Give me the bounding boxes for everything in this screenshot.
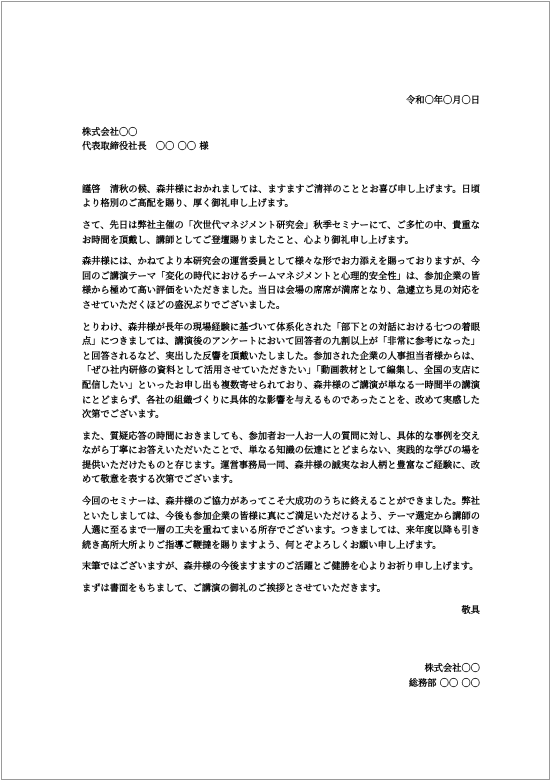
paragraph: 今回のセミナーは、森井様のご協力があってこそ大成功のうちに終えることができました。弊社といたしましては、今後も参加企業の皆様に真にご満足いただけるよう、テーマ選定から講師の人選に至るまで一層の工夫を重ねてまいる所存でございます。つきましては、来年度以降も引き続き高所大所よりご指導ご鞭撻を賜りますよう、何とぞよろしくお願い申し上げます。 <box>82 496 480 551</box>
recipient-company: 株式会社〇〇 <box>82 126 138 138</box>
closing-word: 敬具 <box>461 604 480 616</box>
paragraph: 末筆ではございますが、森井様の今後ますますのご活躍とご健勝を心よりお祈り申し上げます。 <box>82 561 479 573</box>
sender-department: 総務部 〇〇 〇〇 <box>408 677 480 689</box>
paragraph: 森井様には、かねてより本研究会の運営委員として様々な形でお力添えを賜っておりますが、今回のご講演テーマ「変化の時代におけるチームマネジメントと心理的安全性」は、参加企業の皆様から極めて高い評価をいただきました。当日は会場の席席が満席となり、急遽立ち見の対応をさせていただくほどの盛況ぶりでございました。 <box>82 256 480 311</box>
sender-company: 株式会社〇〇 <box>424 663 480 675</box>
paragraph: まずは書面をもちまして、ご講演の御礼のご挨拶とさせていただきます。 <box>82 583 386 595</box>
paragraph: とりわけ、森井様が長年の現場経験に基づいて体系化された「部下との対話における七つの着眼点」につきましては、講演後のアンケートにおいて回答者の九割以上が「非常に参考になった」と回答されるなど、実出した反響を頂戴いたしました。参加された企業の人事担当者様からは、「ぜひ社内研修の資料として活用させていただきたい」「動画教材として編集し、全国の支店に配信したい」といったお申し出も複数寄せられており、森井様のご講演が単なる一時間半の講演にとどまらず、各社の組織づくりに具体的な影響を与えるものであったことを、改めて実感した次第でございます。 <box>82 321 480 421</box>
recipient-person: 代表取締役社長 〇〇 〇〇 様 <box>82 141 209 153</box>
paragraph: さて、先日は弊社主催の「次世代マネジメント研究会」秋季セミナーにて、ご多忙の中、貴重なお時間を頂戴し、講師としてご登壇賜りましたこと、心より御礼申し上げます。 <box>82 219 480 246</box>
paragraph-text: 清秋の候、森井様におかれましては、ますますご清祥のこととお喜び申し上げます。日頃より格別のご高配を賜り、厚く御礼申し上げます。 <box>82 183 480 210</box>
sender-block <box>82 662 480 691</box>
paragraph-opening <box>82 183 480 212</box>
letter-text <box>82 183 480 597</box>
paragraph: また、質疑応答の時間におきましても、参加者お一人お一人の質問に対し、具体的な事例を交えながら丁寧にお答えいただいたことで、単なる知識の伝達にとどまらない、実践的な学びの場を提供いただけたものと存じます。運営事務局一同、森井様の誠実なお人柄と豊富なご経験に、改めて敬意を表する次第でございます。 <box>82 430 480 486</box>
opening-word: 謹啓 <box>82 183 101 195</box>
letter-body <box>82 94 480 691</box>
recipient-block <box>82 126 480 155</box>
letter-date: 令和〇年〇月〇日 <box>406 95 480 106</box>
document-page <box>1 1 550 780</box>
